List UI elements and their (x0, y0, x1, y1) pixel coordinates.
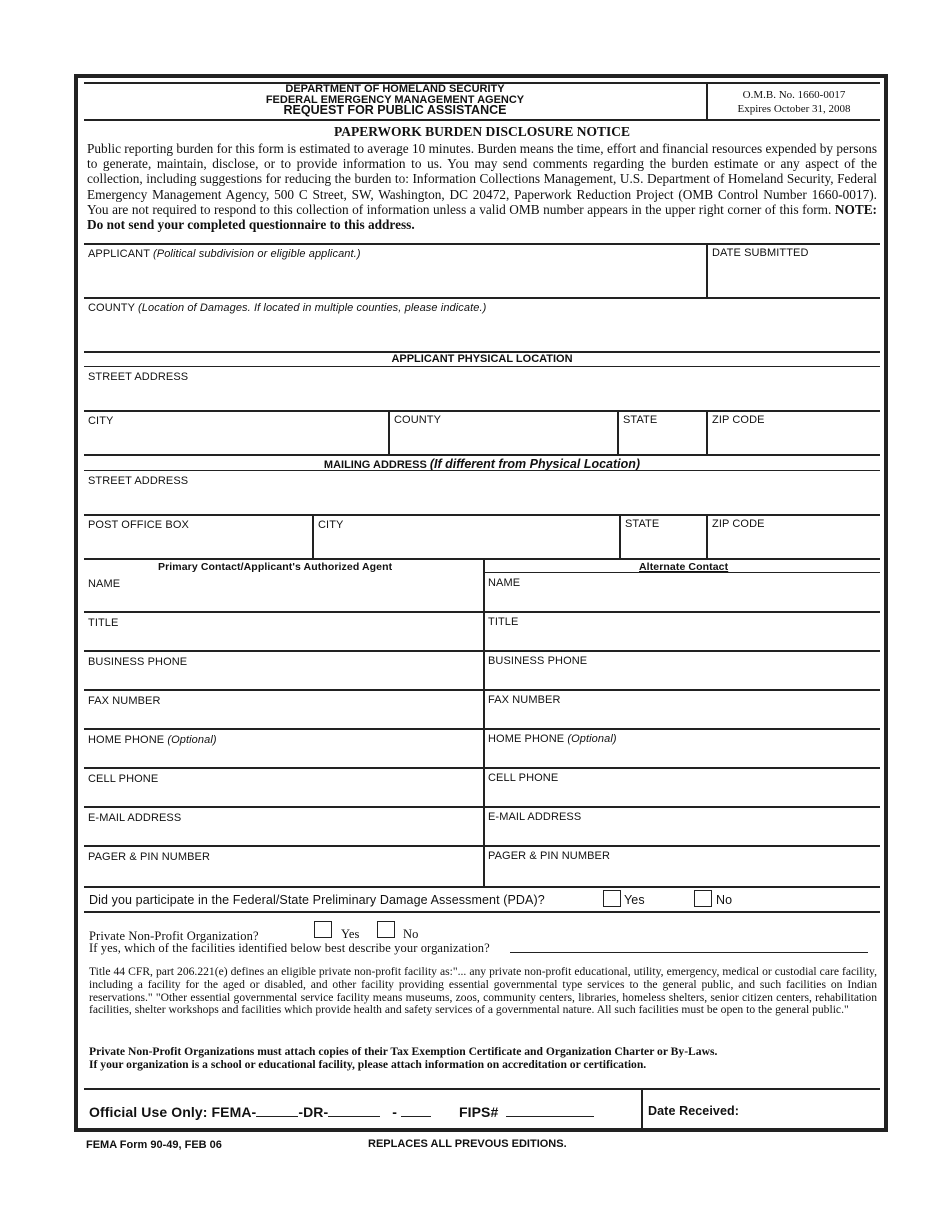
agency-line-2: FEDERAL EMERGENCY MANAGEMENT AGENCY (265, 94, 525, 106)
rule (84, 767, 880, 769)
mailing-state-label: STATE (625, 518, 660, 530)
physical-county-label: COUNTY (394, 414, 442, 426)
nonprofit-no-label: No (403, 927, 419, 941)
rule (617, 411, 619, 454)
fips-field[interactable] (506, 1104, 594, 1117)
rule (84, 410, 880, 412)
nonprofit-yes-label: Yes (341, 927, 360, 941)
alternate-label: FAX NUMBER (488, 694, 561, 706)
mailing-state-field[interactable] (622, 533, 704, 557)
rule (84, 297, 880, 299)
primary-contact-title: Primary Contact/Applicant's Authorized Agent (158, 561, 393, 573)
rule (84, 911, 880, 913)
mailing-street-label: STREET ADDRESS (88, 475, 189, 487)
fips-label: FIPS# (458, 1104, 499, 1120)
primary-field[interactable] (86, 825, 480, 843)
rule (84, 650, 880, 652)
alternate-contact-title: Alternate Contact (639, 561, 729, 573)
date-received-label: Date Received: (648, 1104, 740, 1118)
pda-question: Did you participate in the Federal/State Preliminary Damage Assessment (PDA)? (89, 893, 545, 907)
primary-field[interactable] (86, 864, 480, 882)
alternate-label: CELL PHONE (488, 772, 559, 784)
dr-number-field[interactable] (328, 1104, 380, 1117)
dash-label: - (392, 1104, 398, 1120)
nonprofit-followup: If yes, which of the facilities identified below best describe your organization? (89, 941, 490, 955)
physical-street-label: STREET ADDRESS (88, 371, 189, 383)
form-number: FEMA Form 90-49, FEB 06 (86, 1139, 222, 1151)
mailing-city-field[interactable] (315, 533, 615, 557)
county-field[interactable] (86, 316, 878, 350)
fema-number-field[interactable] (256, 1104, 298, 1117)
alternate-field[interactable] (487, 669, 878, 687)
pda-no-label: No (716, 893, 733, 907)
alternate-field[interactable] (487, 630, 878, 648)
mailing-title: MAILING ADDRESS (If different from Physical Location) (323, 457, 641, 471)
county-label: COUNTY (Location of Damages. If located in multiple counties, please indicate.) (88, 302, 487, 314)
pda-yes-label: Yes (624, 893, 645, 907)
primary-field[interactable] (86, 747, 480, 765)
date-received-field[interactable] (740, 1096, 876, 1124)
physical-city-label: CITY (88, 415, 114, 427)
po-box-field[interactable] (86, 533, 310, 557)
rule (84, 886, 880, 888)
alternate-field[interactable] (487, 825, 878, 843)
rule (312, 515, 314, 558)
rule (84, 454, 880, 456)
primary-label: CELL PHONE (88, 773, 159, 785)
alternate-field[interactable] (487, 747, 878, 765)
rule (641, 1089, 643, 1129)
alternate-field[interactable] (487, 786, 878, 804)
physical-state-label: STATE (623, 414, 658, 426)
rule (84, 514, 880, 516)
mailing-street-field[interactable] (86, 489, 878, 513)
notice-body: Public reporting burden for this form is estimated to average 10 minutes. Burden means the time, effort and financial resources expended by persons to generate, maintain, disclose, or to provide information to us. You may send comments regarding the burden estimate or any aspect of the collection, including suggestions for reducing the burden to: Information Collections Management, U.S. Department of Homeland Security, Federal Emergency Management Agency, 500 C Street, SW, Washington, DC 20472, Paperwork Reduction Project (OMB Control Number 1660-0017). You are not required to respond to this collection of information unless a valid OMB number appears in the upper right corner of this form. NOTE: Do not send your completed questionnaire to this address. (87, 141, 877, 233)
rule (84, 1088, 880, 1090)
physical-zip-field[interactable] (709, 428, 878, 452)
alternate-label: BUSINESS PHONE (488, 655, 588, 667)
primary-field[interactable] (86, 669, 480, 687)
primary-label: HOME PHONE (Optional) (88, 734, 217, 746)
primary-field[interactable] (86, 708, 480, 726)
primary-label: PAGER & PIN NUMBER (88, 851, 211, 863)
rule (84, 845, 880, 847)
fema-label: FEMA- (211, 1104, 257, 1120)
dr-label: -DR- (298, 1104, 329, 1120)
primary-label: TITLE (88, 617, 119, 629)
pda-no-checkbox[interactable] (694, 890, 712, 907)
rule (84, 689, 880, 691)
po-box-label: POST OFFICE BOX (88, 519, 189, 531)
nonprofit-question: Private Non-Profit Organization? (89, 929, 259, 943)
physical-county-field[interactable] (391, 428, 615, 452)
mailing-city-label: CITY (318, 519, 344, 531)
primary-label: NAME (88, 578, 121, 590)
alternate-label: TITLE (488, 616, 519, 628)
applicant-label: APPLICANT (Political subdivision or eligible applicant.) (88, 248, 361, 260)
nonprofit-no-checkbox[interactable] (377, 921, 395, 938)
physical-street-field[interactable] (86, 385, 878, 409)
rule (84, 611, 880, 613)
date-submitted-field[interactable] (710, 262, 878, 296)
primary-label: E-MAIL ADDRESS (88, 812, 182, 824)
primary-field[interactable] (86, 786, 480, 804)
notice-title: PAPERWORK BURDEN DISCLOSURE NOTICE (334, 124, 630, 139)
dr-suffix-field[interactable] (401, 1104, 431, 1117)
applicant-field[interactable] (86, 262, 702, 296)
rule (706, 244, 708, 298)
primary-field[interactable] (86, 591, 480, 609)
mailing-zip-field[interactable] (709, 533, 878, 557)
primary-label: FAX NUMBER (88, 695, 161, 707)
rule (84, 119, 880, 121)
pda-yes-checkbox[interactable] (603, 890, 621, 907)
rule (706, 515, 708, 558)
official-use-row (89, 1104, 594, 1120)
rule (619, 515, 621, 558)
rule (84, 366, 880, 367)
alternate-field[interactable] (487, 591, 878, 609)
nonprofit-definition: Title 44 CFR, part 206.221(e) defines an eligible private non-profit facility as:"... any private non-profit educational, utility, emergency, medical or custodial care facility, including a facility for the aged or disabled, and other facility providing essential governmental type services to the general public, and such facilities on Indian reservations." "Other essential governmental service facility means museums, zoos, community centers, libraries, homeless shelters, senior citizen centers, rehabilitation facilities, shelter workshops and facilities which provide health and safety services of a governmental nature. All such facilities must be open to the general public." (89, 965, 877, 1017)
alternate-field[interactable] (487, 708, 878, 726)
physical-city-field[interactable] (86, 428, 386, 452)
rule (84, 806, 880, 808)
nonprofit-attach-1: Private Non-Profit Organizations must attach copies of their Tax Exemption Certificate and Organization Charter or By-Laws. (89, 1045, 718, 1058)
form-title: REQUEST FOR PUBLIC ASSISTANCE (283, 103, 507, 117)
rule (388, 411, 390, 454)
physical-zip-label: ZIP CODE (712, 414, 765, 426)
rule (84, 243, 880, 245)
omb-expires: Expires October 31, 2008 (737, 103, 851, 115)
rule (483, 559, 485, 886)
physical-location-title: APPLICANT PHYSICAL LOCATION (391, 353, 573, 365)
official-use-label: Official Use Only: (89, 1104, 208, 1120)
primary-field[interactable] (86, 630, 480, 648)
rule (84, 558, 880, 560)
rule (485, 572, 880, 573)
replaces-editions: REPLACES ALL PREVOUS EDITIONS. (368, 1138, 567, 1150)
nonprofit-facility-field[interactable] (510, 940, 868, 953)
alternate-label: PAGER & PIN NUMBER (488, 850, 611, 862)
rule (84, 470, 880, 471)
alternate-label: E-MAIL ADDRESS (488, 811, 582, 823)
alternate-label: HOME PHONE (Optional) (488, 733, 617, 745)
mailing-zip-label: ZIP CODE (712, 518, 765, 530)
rule (706, 411, 708, 454)
agency-line-1: DEPARTMENT OF HOMELAND SECURITY (285, 83, 505, 95)
omb-number: O.M.B. No. 1660-0017 (742, 89, 846, 101)
primary-label: BUSINESS PHONE (88, 656, 188, 668)
alternate-field[interactable] (487, 864, 878, 882)
nonprofit-attach-2: If your organization is a school or educational facility, please attach information on accreditation or certification. (89, 1058, 647, 1071)
nonprofit-yes-checkbox[interactable] (314, 921, 332, 938)
alternate-label: NAME (488, 577, 521, 589)
rule (84, 728, 880, 730)
date-submitted-label: DATE SUBMITTED (712, 247, 809, 259)
physical-state-field[interactable] (620, 428, 704, 452)
